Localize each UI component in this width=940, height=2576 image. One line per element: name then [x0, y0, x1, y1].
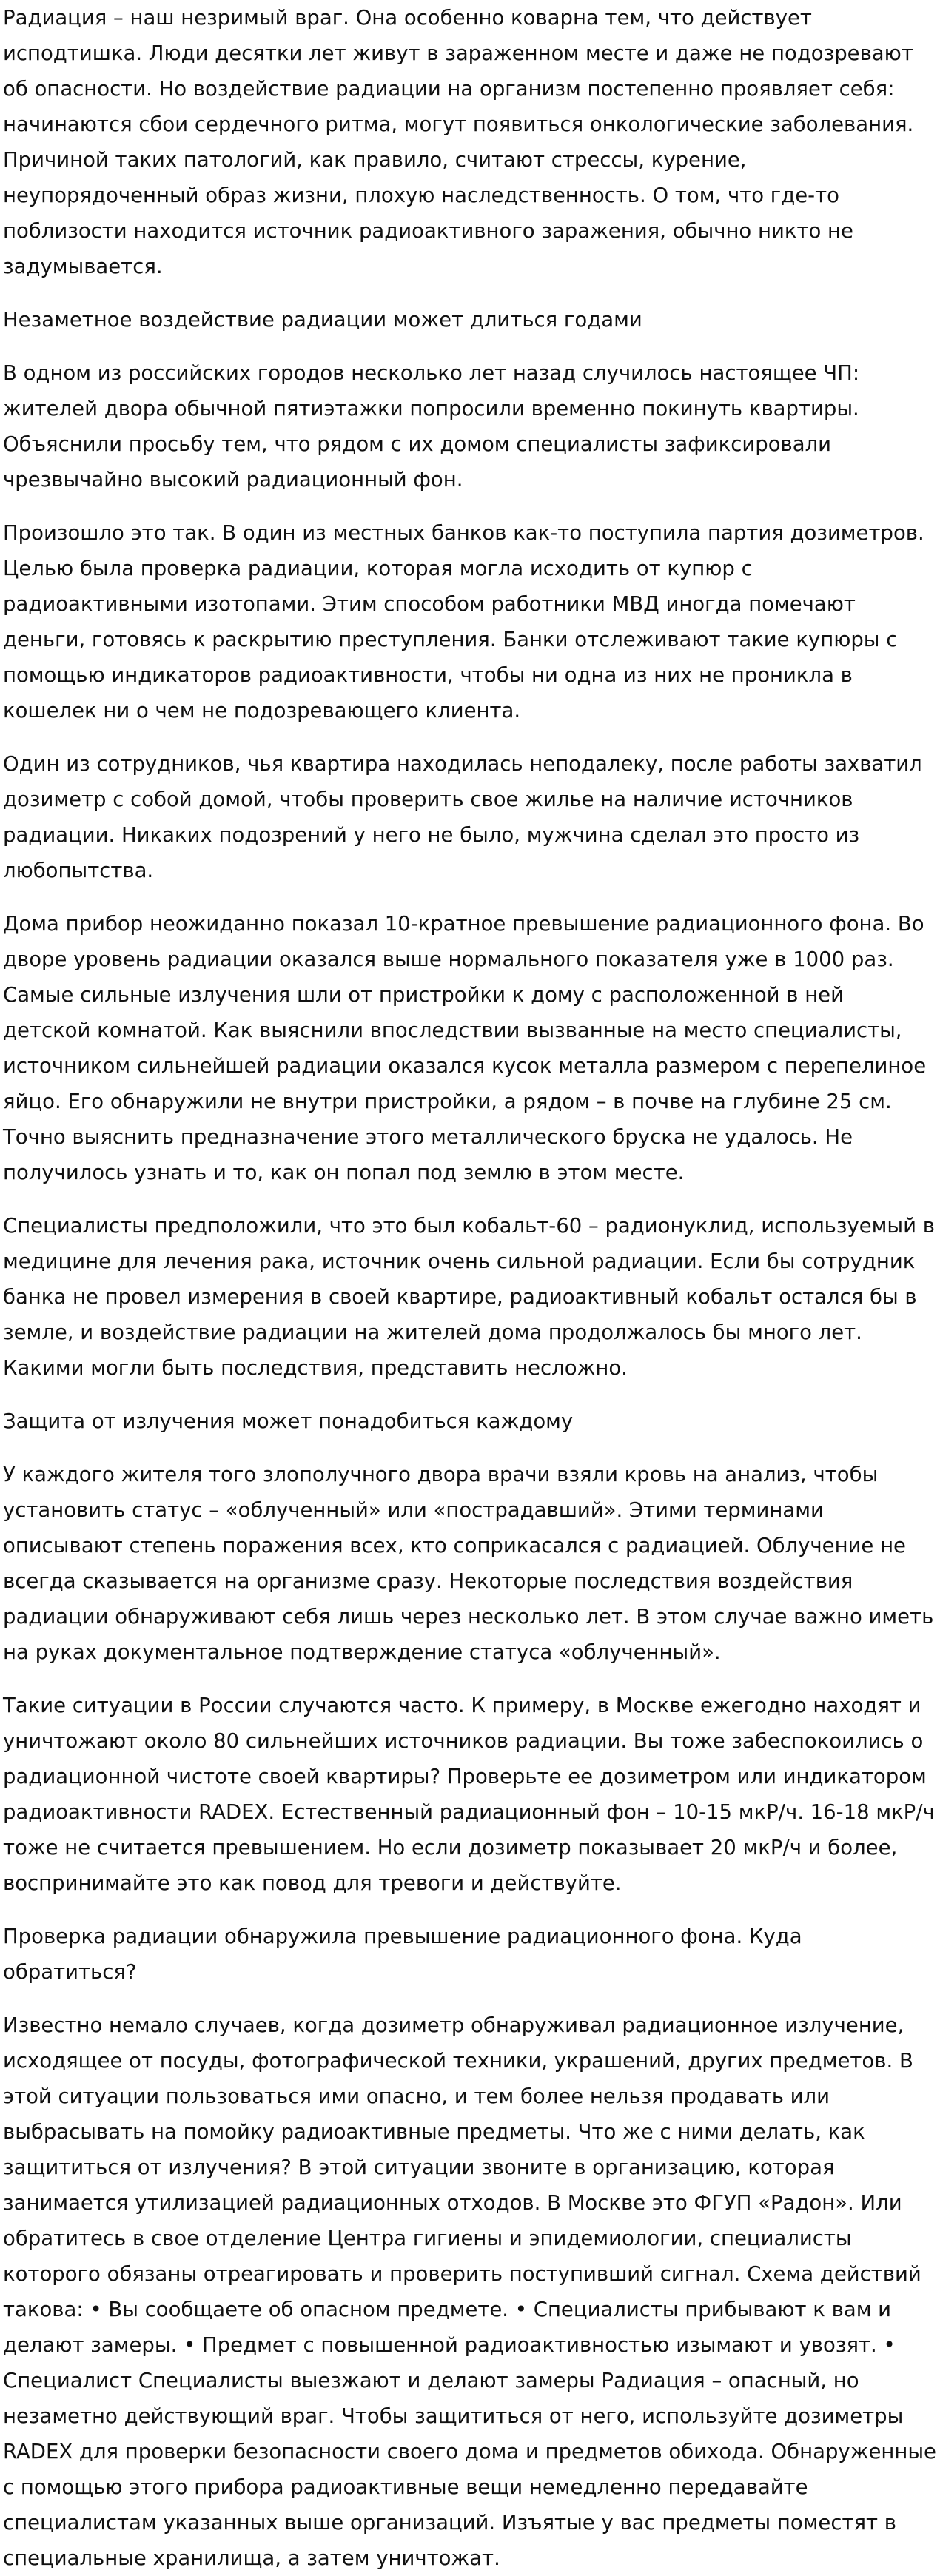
paragraph-intro: Радиация – наш незримый враг. Она особенно коварна тем, что действует исподтишка. Люди десятки лет живут в зараженном месте и даже не подозревают об опасности. Но воздействие радиации на организм постепенно проявляет себя: начинаются сбои сердечного ритма, могут появиться онкологические заболевания. Причиной таких патологий, как правило, считают стрессы, курение, неупорядоченный образ жизни, плохую наследственность. О том, что где-то поблизости находится источник радиоактивного заражения, обычно никто не задумывается.	[3, 6, 914, 278]
subheading-hidden-exposure: Незаметное воздействие радиации может длиться годами	[3, 308, 642, 332]
paragraph-employee-check: Один из сотрудников, чья квартира находилась неподалеку, после работы захватил дозиметр с собой домой, чтобы проверить свое жилье на наличие источников радиации. Никаких подозрений у него не было, мужчина сделал это просто из любопытства.	[3, 752, 922, 882]
paragraph-cobalt-60: Специалисты предположили, что это был кобальт-60 – радионуклид, используемый в медицине для лечения рака, источник очень сильной радиации. Если бы сотрудник банка не провел измерения в своей квартире, радиоактивный кобальт остался бы в земле, и воздействие радиации на жителей дома продолжалось бы много лет. Какими могли быть последствия, представить несложно.	[3, 1214, 935, 1380]
paragraph-disposal: Известно немало случаев, когда дозиметр обнаруживал радиационное излучение, исходящее от посуды, фотографической техники, украшений, других предметов. В этой ситуации пользоваться ими опасно, и тем более нельзя продавать или выбрасывать на помойку радиоактивные предметы. Что же с ними делать, как защититься от излучения? В этой ситуации звоните в организацию, которая занимается утилизацией радиационных отходов. В Москве это ФГУП «Радон». Или обратитесь в свое отделение Центра гигиены и эпидемиологии, специалисты которого обязаны отреагировать и проверить поступивший сигнал. Схема действий такова: • Вы сообщаете об опасном предмете. • Специалисты прибывают к вам и делают замеры. • Предмет с повышенной радиоактивностью изымают и увозят. • Специалист Специалисты выезжают и делают замеры Радиация – опасный, но незаметно действующий враг. Чтобы защититься от него, используйте дозиметры RADEX для проверки безопасности своего дома и предметов обихода. Обнаруженные с помощью этого прибора радиоактивные вещи немедленно передавайте специалистам указанных выше организаций. Изъятые у вас предметы поместят в специальные хранилища, а затем уничтожат.	[3, 2013, 936, 2570]
paragraph-measurement-results: Дома прибор неожиданно показал 10-кратное превышение радиационного фона. Во дворе уровень радиации оказался выше нормального показателя уже в 1000 раз. Самые сильные излучения шли от пристройки к дому с расположенной в ней детской комнатой. Как выяснили впоследствии вызванные на место специалисты, источником сильнейшей радиации оказался кусок металла размером с перепелиное яйцо. Его обнаружили не внутри пристройки, а рядом – в почве на глубине 25 см. Точно выяснить предназначение этого металлического бруска не удалось. Не получилось узнать и то, как он попал под землю в этом месте.	[3, 912, 927, 1184]
paragraph-blood-tests: У каждого жителя того злополучного двора врачи взяли кровь на анализ, чтобы установить статус – «облученный» или «пострадавший». Этими терминами описывают степень поражения всех, кто соприкасался с радиацией. Облучение не всегда сказывается на организме сразу. Некоторые последствия воздействия радиации обнаруживают себя лишь через несколько лет. В этом случае важно иметь на руках документальное подтверждение статуса «облученный».	[3, 1463, 934, 1664]
subheading-protection: Защита от излучения может понадобиться каждому	[3, 1409, 574, 1433]
paragraph-evacuation: В одном из российских городов несколько лет назад случилось настоящее ЧП: жителей двора обычной пятиэтажки попросили временно покинуть квартиры. Объяснили просьбу тем, что рядом с их домом специалисты зафиксировали чрезвычайно высокий радиационный фон.	[3, 361, 860, 492]
subheading-where-to-turn: Проверка радиации обнаружила превышение радиационного фона. Куда обратиться?	[3, 1925, 802, 1984]
paragraph-bank-dosimeters: Произошло это так. В один из местных банков как-то поступила партия дозиметров. Целью была проверка радиации, которая могла исходить от купюр с радиоактивными изотопами. Этим способом работники МВД иногда помечают деньги, готовясь к раскрытию преступления. Банки отслеживают такие купюры с помощью индикаторов радиоактивности, чтобы ни одна из них не проникла в кошелек ни о чем не подозревающего клиента.	[3, 521, 924, 722]
paragraph-radex: Такие ситуации в России случаются часто. К примеру, в Москве ежегодно находят и уничтожают около 80 сильнейших источников радиации. Вы тоже забеспокоились о радиационной чистоте своей квартиры? Проверьте ее дозиметром или индикатором радиоактивности RADEX. Естественный радиационный фон – 10-15 мкР/ч. 16-18 мкР/ч тоже не считается превышением. Но если дозиметр показывает 20 мкР/ч и более, воспринимайте это как повод для тревоги и действуйте.	[3, 1694, 935, 1895]
